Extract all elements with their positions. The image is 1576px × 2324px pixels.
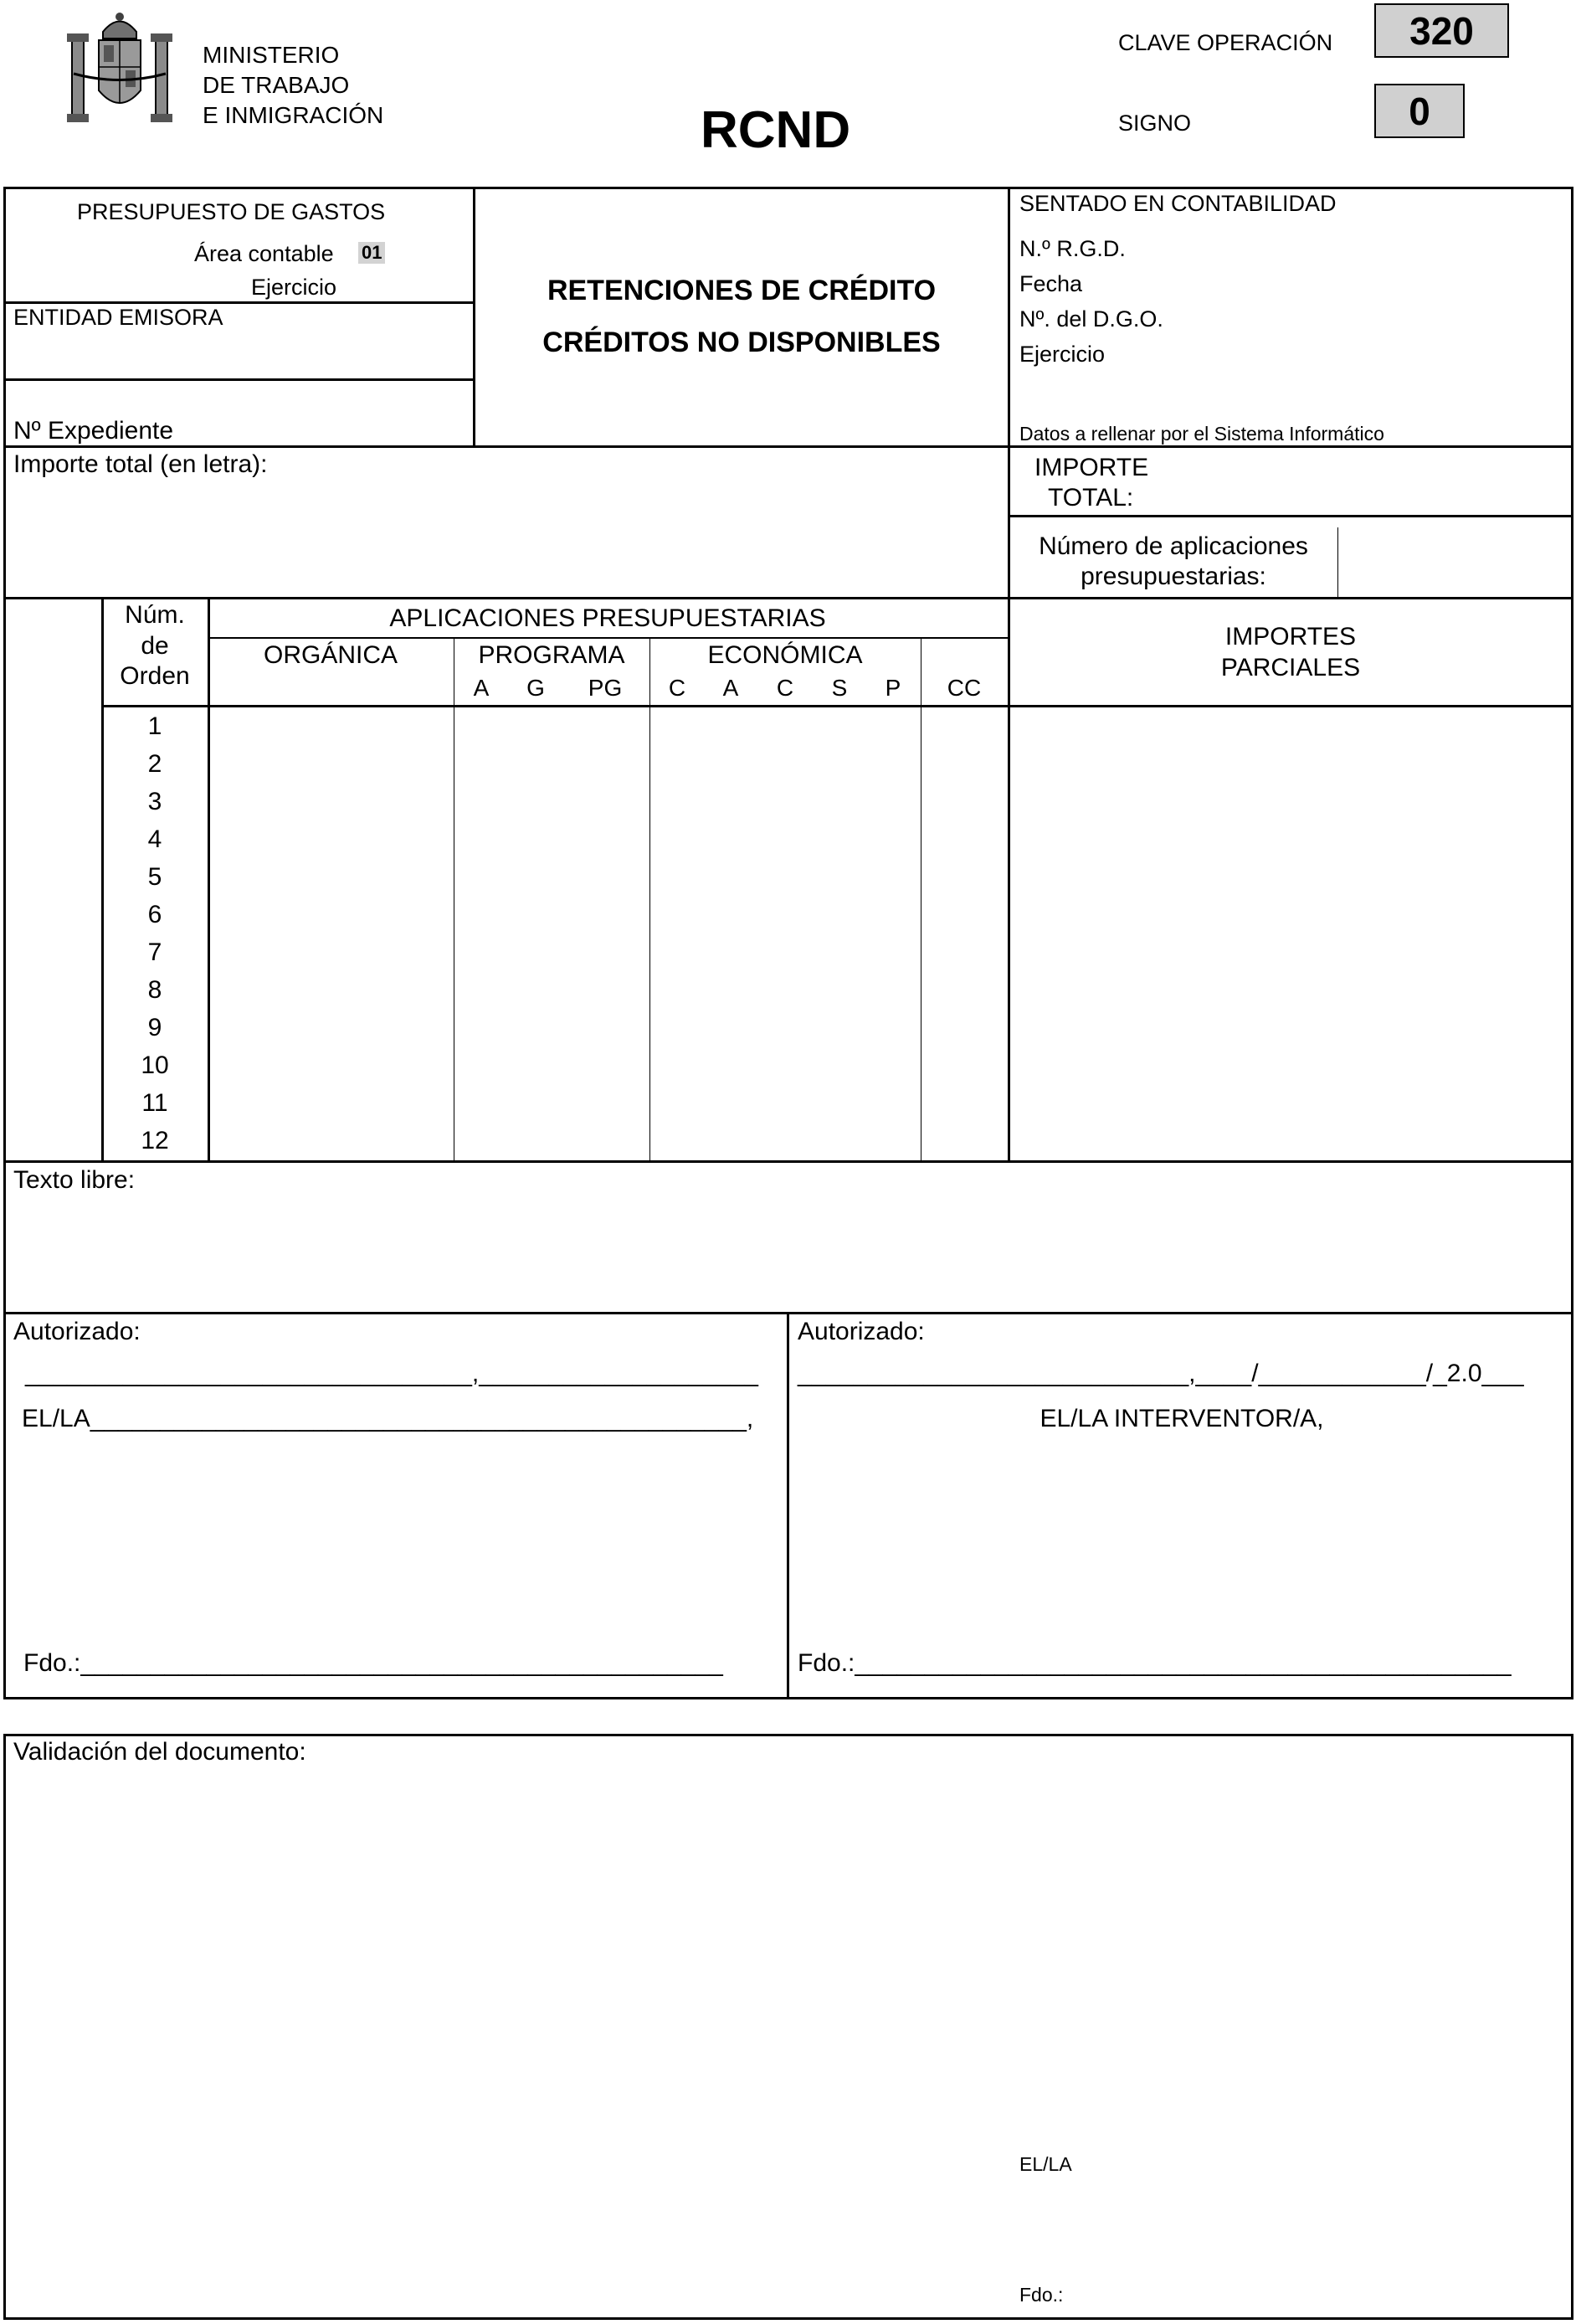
validacion-fdo: Fdo.: bbox=[1019, 2284, 1064, 2306]
rgd-label: N.º R.G.D. bbox=[1019, 236, 1126, 261]
interventor-label: EL/LA INTERVENTOR/A, bbox=[1040, 1405, 1324, 1432]
ministry-line-2: DE TRABAJO bbox=[203, 72, 350, 98]
programa-sub-a: A bbox=[473, 675, 490, 701]
table-row-number: 6 bbox=[147, 901, 162, 928]
table-row-number: 11 bbox=[141, 1089, 168, 1117]
table-row-number: 3 bbox=[147, 788, 162, 815]
divider bbox=[787, 1312, 789, 1699]
texto-libre-label: Texto libre: bbox=[13, 1166, 136, 1194]
divider bbox=[3, 301, 475, 304]
table-row-number: 5 bbox=[147, 863, 162, 891]
ejercicio-right-label: Ejercicio bbox=[1019, 342, 1106, 367]
divider bbox=[101, 705, 1573, 707]
num-aplicaciones-field[interactable] bbox=[1339, 529, 1570, 594]
fecha-label: Fecha bbox=[1019, 271, 1083, 296]
programa-header: PROGRAMA bbox=[478, 641, 625, 669]
divider bbox=[3, 1160, 1573, 1163]
economica-sub-a: A bbox=[722, 675, 739, 701]
presupuesto-label: PRESUPUESTO DE GASTOS bbox=[77, 199, 386, 224]
table-row-number: 8 bbox=[147, 976, 162, 1004]
economica-sub-s: S bbox=[831, 675, 848, 701]
area-contable-value: 01 bbox=[358, 242, 385, 264]
form-title-line-2: CRÉDITOS NO DISPONIBLES bbox=[542, 326, 941, 358]
autorizado-right-label: Autorizado: bbox=[798, 1318, 925, 1345]
sentado-contabilidad-label: SENTADO EN CONTABILIDAD bbox=[1019, 191, 1337, 216]
economica-sub-p: P bbox=[885, 675, 901, 701]
divider bbox=[1337, 527, 1338, 597]
num-orden-label-1: Núm. bbox=[125, 601, 185, 629]
divider bbox=[1008, 515, 1573, 517]
validacion-field[interactable] bbox=[10, 1773, 1567, 2309]
clave-operacion-label: CLAVE OPERACIÓN bbox=[1118, 30, 1333, 55]
importes-header-1: IMPORTES bbox=[1224, 623, 1357, 650]
divider bbox=[1008, 187, 1010, 1162]
datos-sistema-note: Datos a rellenar por el Sistema Informático bbox=[1019, 423, 1384, 445]
form-code: RCND bbox=[701, 101, 851, 159]
area-contable-label: Área contable bbox=[194, 241, 334, 266]
table-row-number: 7 bbox=[147, 938, 162, 966]
divider bbox=[101, 597, 104, 1162]
autorizado-left-el-la[interactable]: EL/LA_______________________________________________, bbox=[22, 1405, 754, 1432]
num-orden-label-2: de bbox=[141, 632, 169, 660]
ministry-line-1: MINISTERIO bbox=[203, 42, 340, 68]
num-aplicaciones-label-1: Número de aplicaciones bbox=[1039, 532, 1308, 560]
programa-sub-pg: PG bbox=[588, 675, 623, 701]
economica-header: ECONÓMICA bbox=[707, 641, 863, 669]
importe-total-label-1: IMPORTE bbox=[1034, 454, 1149, 481]
table-row-number: 1 bbox=[147, 712, 162, 740]
cc-header: CC bbox=[947, 675, 982, 701]
ejercicio-label: Ejercicio bbox=[251, 275, 337, 300]
table-row-number: 2 bbox=[147, 750, 162, 778]
divider bbox=[3, 378, 475, 381]
expediente-label: Nº Expediente bbox=[13, 417, 174, 445]
divider bbox=[649, 638, 650, 1162]
form-title-line-1: RETENCIONES DE CRÉDITO bbox=[547, 275, 937, 306]
table-row-number: 12 bbox=[141, 1127, 169, 1154]
clave-operacion-value: 320 bbox=[1374, 3, 1509, 58]
signo-value: 0 bbox=[1374, 84, 1465, 138]
ministry-line-3: E INMIGRACIÓN bbox=[203, 102, 384, 128]
texto-libre-field[interactable] bbox=[8, 1197, 1565, 1306]
validacion-el-la: EL/LA bbox=[1019, 2153, 1072, 2175]
coat-of-arms-emblem bbox=[57, 7, 182, 132]
autorizado-left-date-line[interactable]: ________________________________,____________________ bbox=[25, 1360, 758, 1387]
autorizado-left-label: Autorizado: bbox=[13, 1318, 141, 1345]
table-row-number: 10 bbox=[141, 1051, 169, 1079]
autorizado-right-date-line[interactable]: ____________________________,____/____________/_2.0___ bbox=[798, 1360, 1524, 1387]
importes-header-2: PARCIALES bbox=[1220, 654, 1361, 681]
programa-sub-g: G bbox=[526, 675, 545, 701]
autorizado-left-fdo[interactable]: Fdo.:______________________________________________ bbox=[23, 1649, 723, 1677]
table-row-number: 9 bbox=[147, 1014, 162, 1041]
num-orden-label-3: Orden bbox=[120, 662, 190, 690]
entidad-emisora-label: ENTIDAD EMISORA bbox=[13, 305, 223, 330]
signo-label: SIGNO bbox=[1118, 111, 1192, 136]
divider bbox=[208, 597, 210, 1162]
economica-sub-c: C bbox=[668, 675, 686, 701]
aplicaciones-header: APLICACIONES PRESUPUESTARIAS bbox=[389, 604, 826, 632]
validacion-label: Validación del documento: bbox=[13, 1738, 306, 1766]
economica-sub-c2: C bbox=[776, 675, 794, 701]
divider bbox=[3, 445, 1573, 448]
importe-total-label-2: TOTAL: bbox=[1048, 484, 1134, 512]
divider bbox=[3, 597, 1573, 599]
importe-letra-label: Importe total (en letra): bbox=[13, 450, 268, 478]
divider bbox=[473, 187, 475, 446]
divider bbox=[208, 637, 1009, 639]
dgo-label: Nº. del D.G.O. bbox=[1019, 306, 1163, 332]
organica-header: ORGÁNICA bbox=[263, 641, 398, 669]
num-aplicaciones-label-2: presupuestarias: bbox=[1081, 563, 1266, 590]
table-row-number: 4 bbox=[147, 825, 162, 853]
autorizado-right-fdo[interactable]: Fdo.:_______________________________________________ bbox=[798, 1649, 1512, 1677]
